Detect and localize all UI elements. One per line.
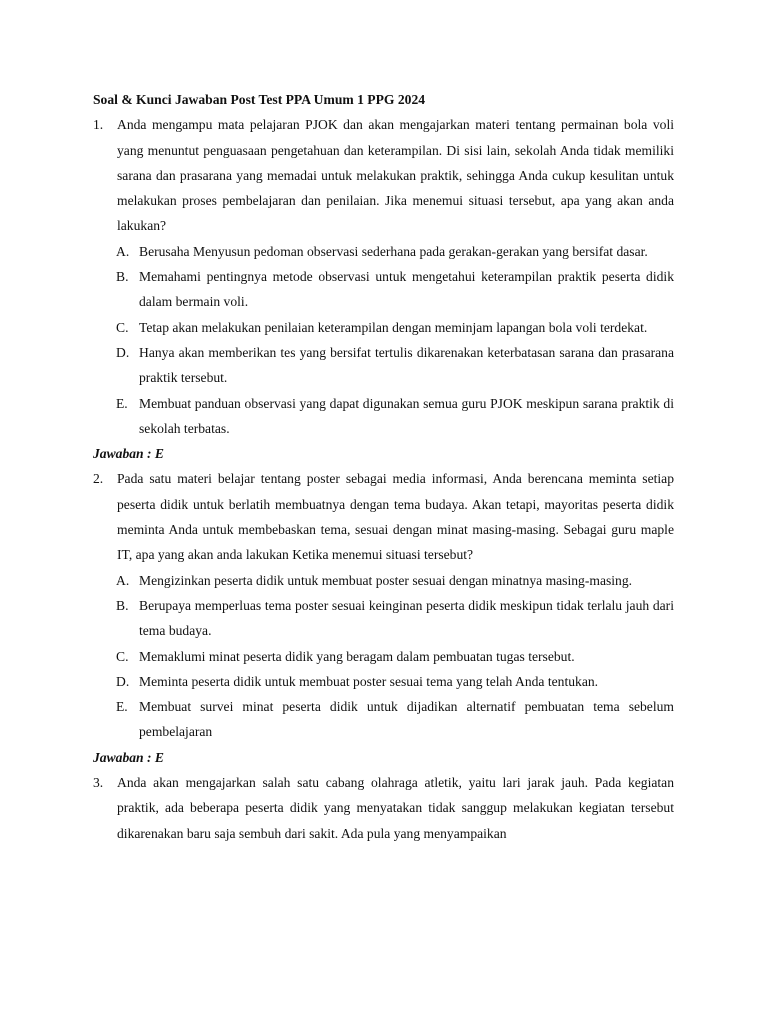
answer-key-2: Jawaban : E [93,749,165,765]
option-text: Membuat panduan observasi yang dapat digunakan semua guru PJOK meskipun sarana praktik di sekolah terbatas. [139,395,674,436]
question-number: 2. [93,471,104,487]
option-d [93,669,674,694]
option-letter: E. [116,699,128,715]
question-1-options [93,239,674,441]
option-c [93,315,674,340]
option-e [93,391,674,442]
answer-key-1: Jawaban : E [93,446,165,462]
question-1 [93,112,674,238]
question-number: 1. [93,117,104,133]
option-text: Memahami pentingnya metode observasi untuk mengetahui keterampilan praktik peserta didik dalam bermain voli. [139,269,674,310]
question-number: 3. [93,775,104,791]
option-letter: A. [116,243,130,259]
question-text: Anda mengampu mata pelajaran PJOK dan akan mengajarkan materi tentang permainan bola voli yang menuntut penguasaan pengetahuan dan keterampilan. Di sisi lain, sekolah Anda tidak memiliki sarana dan prasarana yang memadai untuk melakukan praktik, sehingga Anda cukup kesulitan untuk melakukan proses pembelajaran dan penilaian. Jika menemui situasi tersebut, apa yang akan anda lakukan? [117,117,674,234]
document-title: Soal & Kunci Jawaban Post Test PPA Umum 1 PPG 2024 [93,92,426,107]
option-text: Berusaha Menyusun pedoman observasi sederhana pada gerakan-gerakan yang bersifat dasar. [139,243,648,259]
option-text: Memaklumi minat peserta didik yang beragam dalam pembuatan tugas tersebut. [139,648,575,664]
option-text: Mengizinkan peserta didik untuk membuat poster sesuai dengan minatnya masing-masing. [139,572,633,588]
option-letter: B. [116,597,129,613]
document-page [93,87,674,846]
option-text: Tetap akan melakukan penilaian keterampilan dengan meminjam lapangan bola voli terdekat. [139,319,648,335]
option-letter: B. [116,269,129,285]
option-text: Hanya akan memberikan tes yang bersifat tertulis dikarenakan keterbatasan sarana dan prasarana praktik tersebut. [139,344,674,386]
option-letter: E. [116,395,128,411]
option-b [93,593,674,644]
option-d [93,340,674,391]
option-text: Meminta peserta didik untuk membuat poster sesuai tema yang telah Anda tentukan. [139,673,599,689]
option-letter: C. [116,648,129,664]
option-a [93,239,674,264]
question-2 [93,466,674,567]
option-letter: D. [116,673,130,689]
question-2-options [93,568,674,745]
question-text: Anda akan mengajarkan salah satu cabang olahraga atletik, yaitu lari jarak jauh. Pada kegiatan praktik, ada beberapa peserta didik yang menyatakan tidak sanggup melakukan kegiatan tersebut dikarenakan baru saja sembuh dari sakit. Ada pula yang menyampaikan [117,775,674,841]
question-text: Pada satu materi belajar tentang poster sebagai media informasi, Anda berencana meminta setiap peserta didik untuk berlatih membuatnya dengan tema budaya. Akan tetapi, mayoritas peserta didik meminta Anda untuk membebaskan tema, sesuai dengan minat masing-masing. Sebagai guru maple IT, apa yang akan anda lakukan Ketika menemui situasi tersebut? [117,471,674,563]
option-c [93,644,674,669]
option-b [93,264,674,315]
option-letter: A. [116,572,130,588]
option-letter: D. [116,344,130,360]
option-e [93,694,674,745]
option-text: Membuat survei minat peserta didik untuk dijadikan alternatif pembuatan tema sebelum pembelajaran [139,699,674,740]
option-text: Berupaya memperluas tema poster sesuai keinginan peserta didik meskipun tidak terlalu jauh dari tema budaya. [139,597,674,639]
option-letter: C. [116,319,129,335]
question-3 [93,770,674,846]
option-a [93,568,674,593]
